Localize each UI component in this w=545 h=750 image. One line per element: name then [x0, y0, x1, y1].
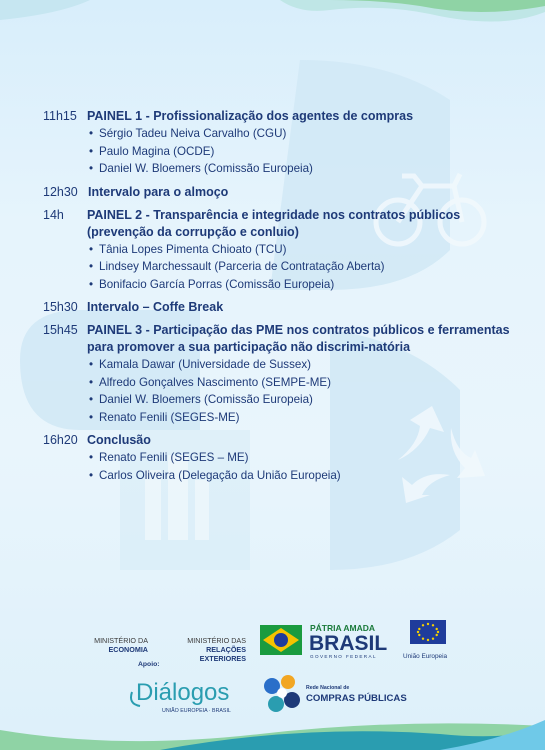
speaker-item: • Renato Fenili (SEGES – ME): [93, 449, 545, 467]
speaker-item: • Paulo Magina (OCDE): [93, 143, 545, 161]
logo-text: Rede Nacional de: [306, 685, 350, 691]
session-time: 12h30: [43, 184, 78, 199]
speaker-item: • Sérgio Tadeu Neiva Carvalho (CGU): [93, 125, 545, 143]
speaker-item: • Alfredo Gonçalves Nascimento (SEMPE-ME): [93, 374, 545, 392]
speaker-item: • Renato Fenili (SEGES-ME): [93, 409, 545, 427]
session-time: 15h45: [43, 323, 78, 337]
logo-text: ECONOMIA: [108, 645, 148, 654]
speaker-item: • Lindsey Marchessault (Parceria de Contratação Aberta): [93, 258, 545, 276]
speaker-item: • Tânia Lopes Pimenta Chioato (TCU): [93, 241, 545, 259]
session-conclusao: [0, 432, 545, 484]
logo-text: BRASIL: [309, 632, 388, 655]
logo-text: Diálogos: [136, 679, 230, 706]
logo-text: GOVERNO FEDERAL: [310, 654, 377, 659]
uniao-europeia-logo: [402, 620, 452, 668]
session-coffee-break: [0, 299, 545, 316]
speaker-item: • Carlos Oliveira (Delegação da União Europeia): [93, 467, 545, 485]
logo-text: UNIÃO EUROPEIA · BRASIL: [162, 708, 231, 714]
ministerio-economia-logo: [88, 636, 148, 654]
session-painel-1: [0, 108, 545, 178]
logo-text: RELAÇÕES EXTERIORES: [199, 645, 246, 663]
speaker-item: • Daniel W. Bloemers (Comissão Europeia): [93, 391, 545, 409]
session-lunch-break: [0, 184, 545, 201]
logo-text: União Europeia: [403, 653, 448, 660]
session-title: PAINEL 2 - Transparência e integridade nos contratos públicos (prevenção da corrupção e conluio): [87, 207, 461, 239]
logo-text: MINISTÉRIO DA: [94, 636, 148, 645]
session-title: Intervalo – Coffe Break: [87, 300, 224, 314]
agenda: [0, 108, 545, 490]
session-time: 15h30: [43, 300, 78, 314]
top-wave: [0, 0, 545, 60]
brasil-governo-logo: [260, 620, 410, 660]
ministerio-relacoes-logo: [160, 636, 246, 663]
speaker-item: • Bonifacio García Porras (Comissão Europeia): [93, 276, 545, 294]
speaker-item: • Daniel W. Bloemers (Comissão Europeia): [93, 160, 545, 178]
session-title: Conclusão: [87, 433, 151, 447]
session-time: 16h20: [43, 433, 78, 447]
apoio-label: Apoio:: [138, 661, 160, 668]
logo-text: PÁTRIA AMADA: [310, 623, 376, 633]
session-time: 14h: [43, 207, 64, 222]
session-title: Intervalo para o almoço: [88, 184, 229, 199]
session-painel-3: [0, 322, 545, 426]
speaker-list: [0, 125, 545, 178]
session-painel-2: [0, 207, 545, 294]
session-title: PAINEL 1 - Profissionalização dos agentes de compras: [87, 109, 414, 123]
speaker-list: [0, 356, 545, 426]
speaker-list: [0, 449, 545, 484]
bottom-wave: [0, 690, 545, 750]
logo-text: COMPRAS PÚBLICAS: [306, 693, 407, 704]
speaker-list: [0, 241, 545, 294]
session-time: 11h15: [43, 109, 77, 123]
logo-text: MINISTÉRIO DAS: [187, 636, 246, 645]
speaker-item: • Kamala Dawar (Universidade de Sussex): [93, 356, 545, 374]
session-title: PAINEL 3 - Participação das PME nos contratos públicos e ferramentas para promover a sua participação não discrimi-natória: [87, 323, 510, 354]
